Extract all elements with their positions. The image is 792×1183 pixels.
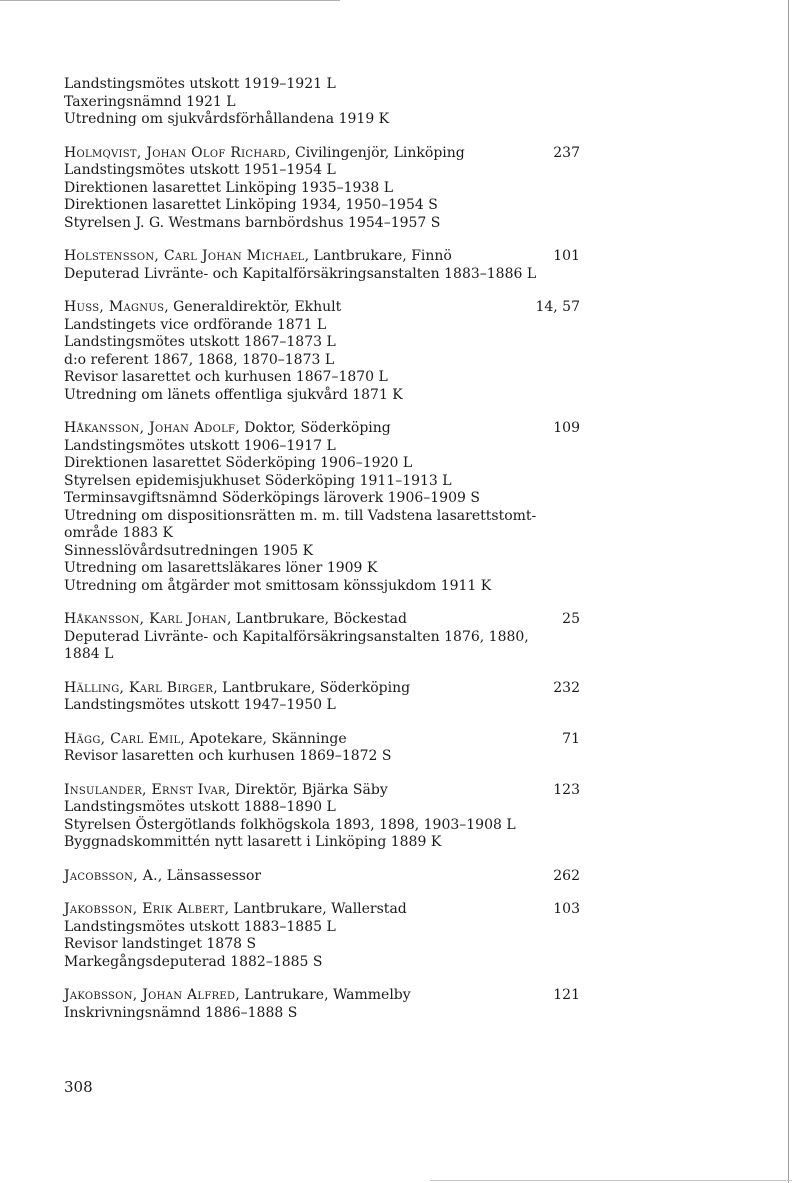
assignment-line: Markegångsdeputerad 1882–1885 S	[64, 953, 323, 970]
entry-heading	[64, 420, 580, 438]
assignment-line: Deputerad Livränte- och Kapitalförsäkringsanstalten 1883–1886 L	[64, 265, 537, 282]
page-reference: 25	[562, 611, 580, 627]
page-reference: 123	[553, 781, 580, 798]
entry-heading-text	[64, 731, 542, 749]
person-title-place: , Apotekare, Skänninge	[180, 730, 347, 747]
entry-heading	[64, 145, 580, 163]
assignment-line: Styrelsen epidemisjukhuset Söderköping 1911–1913 L	[64, 472, 452, 489]
entry-heading-text	[64, 420, 533, 438]
entry-heading	[64, 611, 580, 629]
person-title-place: , Lantrukare, Wammelby	[235, 987, 411, 1003]
person-entry	[64, 248, 580, 283]
person-entry	[64, 901, 580, 971]
assignment-line: Landstingsmötes utskott 1951–1954 L	[64, 162, 336, 178]
page-number: 308	[64, 1078, 93, 1096]
assignment-line: Utredning om dispositionsrätten m. m. till Vadstena lasarettstomt-område 1883 K	[64, 507, 537, 541]
page-reference: 14, 57	[535, 299, 580, 315]
page-reference: 121	[553, 987, 580, 1003]
assignment-line: Landstingsmötes utskott 1947–1950 L	[64, 697, 336, 713]
assignment-line: Inskrivningsnämnd 1886–1888 S	[64, 1004, 298, 1021]
page-reference: 101	[553, 248, 580, 264]
entry-heading-text	[64, 868, 533, 886]
assignment-line: Utredning om lasarettsläkares löner 1909 K	[64, 560, 378, 576]
continued-entry	[64, 76, 580, 129]
assignment-line: Styrelsen Östergötlands folkhögskola 1893, 1898, 1903–1908 L	[64, 816, 516, 833]
assignment-line: Utredning om åtgärder mot smittosam könssjukdom 1911 K	[64, 577, 492, 594]
assignment-line: Deputerad Livränte- och Kapitalförsäkringsanstalten 1876, 1880, 1884 L	[64, 628, 529, 662]
person-title-place: , Lantbrukare, Wallerstad	[224, 901, 407, 917]
page-reference: 103	[553, 901, 580, 917]
person-title-place: , Direktör, Bjärka Säby	[225, 781, 388, 798]
page-reference: 109	[553, 420, 580, 436]
person-title-place: , Lantbrukare, Böckestad	[226, 611, 407, 627]
person-name: Håkansson, Karl Johan	[64, 611, 227, 627]
person-entry	[64, 145, 580, 233]
person-entry	[64, 782, 580, 852]
person-name: Huss, Magnus	[64, 299, 165, 315]
assignment-line: Utredning om sjukvårdsförhållandena 1919 K	[64, 111, 390, 127]
person-entry	[64, 987, 580, 1022]
person-entry	[64, 299, 580, 404]
person-title-place: , Lantbrukare, Söderköping	[213, 679, 411, 696]
person-entry	[64, 611, 580, 664]
assignment-line: Landstingets vice ordförande 1871 L	[64, 316, 327, 333]
person-title-place: , Länsassessor	[157, 867, 262, 884]
person-entries	[64, 145, 580, 1023]
assignment-line: Direktionen lasarettet Linköping 1935–1938 L	[64, 179, 393, 196]
entry-heading-text	[64, 680, 533, 698]
person-title-place: , Civilingenjör, Linköping	[286, 144, 465, 161]
page-reference: 237	[553, 144, 580, 161]
person-name: Hägg, Carl Emil	[64, 730, 181, 747]
assignment-line: Landstingsmötes utskott 1906–1917 L	[64, 437, 336, 454]
entry-heading	[64, 299, 580, 317]
entry-heading	[64, 901, 580, 919]
register-page	[64, 76, 580, 1038]
person-entry	[64, 868, 580, 886]
entry-heading	[64, 868, 580, 886]
assignment-line: Terminsavgiftsnämnd Söderköpings läroverk 1906–1909 S	[64, 490, 480, 506]
entry-heading-text	[64, 248, 533, 266]
assignment-line: Landstingsmötes utskott 1919–1921 L	[64, 76, 336, 92]
page-reference: 262	[553, 867, 580, 884]
entry-heading-text	[64, 987, 533, 1005]
person-name: Håkansson, Johan Adolf	[64, 420, 236, 436]
assignment-line: Taxeringsnämnd 1921 L	[64, 93, 236, 110]
page-reference: 232	[553, 679, 580, 696]
entry-heading-text	[64, 611, 542, 629]
assignment-line: Revisor lasaretten och kurhusen 1869–1872 S	[64, 748, 392, 764]
assignment-line: Styrelsen J. G. Westmans barnbördshus 1954–1957 S	[64, 214, 441, 231]
top-rule	[0, 0, 340, 1]
person-title-place: , Lantbrukare, Finnö	[304, 248, 452, 264]
entry-heading	[64, 731, 580, 749]
bottom-page-edge	[430, 1180, 792, 1181]
entry-heading-text	[64, 901, 533, 919]
person-name: Holstensson, Carl Johan Michael	[64, 248, 305, 264]
assignment-line: Revisor landstinget 1878 S	[64, 936, 257, 952]
assignment-line: Direktionen lasarettet Linköping 1934, 1950–1954 S	[64, 197, 438, 213]
person-name: Holmqvist, Johan Olof Richard	[64, 144, 287, 161]
right-page-edge	[788, 0, 789, 1183]
entry-heading	[64, 987, 580, 1005]
person-entry	[64, 680, 580, 715]
entry-heading-text	[64, 299, 515, 317]
assignment-line: Byggnadskommittén nytt lasarett i Linköping 1889 K	[64, 834, 442, 850]
page-reference: 71	[562, 730, 580, 747]
assignment-line: Utredning om länets offentliga sjukvård 1871 K	[64, 386, 403, 403]
entry-heading-text	[64, 145, 533, 163]
person-name: Jakobsson, Johan Alfred	[64, 987, 236, 1003]
entry-heading	[64, 248, 580, 266]
person-entry	[64, 420, 580, 595]
person-title-place: , Doktor, Söderköping	[235, 420, 391, 436]
assignment-line: Revisor lasarettet och kurhusen 1867–1870 L	[64, 369, 388, 385]
assignment-line: Landstingsmötes utskott 1883–1885 L	[64, 918, 336, 935]
assignment-line: Sinnesslövårdsutredningen 1905 K	[64, 542, 314, 559]
assignment-line: d:o referent 1867, 1868, 1870–1873 L	[64, 351, 335, 368]
entry-heading-text	[64, 782, 533, 800]
person-name: Jakobsson, Erik Albert	[64, 901, 225, 917]
assignment-line: Landstingsmötes utskott 1888–1890 L	[64, 799, 336, 815]
person-name: Jacobsson, A.	[64, 867, 158, 884]
assignment-line: Landstingsmötes utskott 1867–1873 L	[64, 334, 336, 350]
entry-heading	[64, 782, 580, 800]
assignment-line: Direktionen lasarettet Söderköping 1906–1920 L	[64, 455, 413, 471]
entry-heading	[64, 680, 580, 698]
person-entry	[64, 731, 580, 766]
person-name: Insulander, Ernst Ivar	[64, 781, 226, 798]
person-title-place: , Generaldirektör, Ekhult	[164, 299, 342, 315]
person-name: Hälling, Karl Birger	[64, 679, 214, 696]
